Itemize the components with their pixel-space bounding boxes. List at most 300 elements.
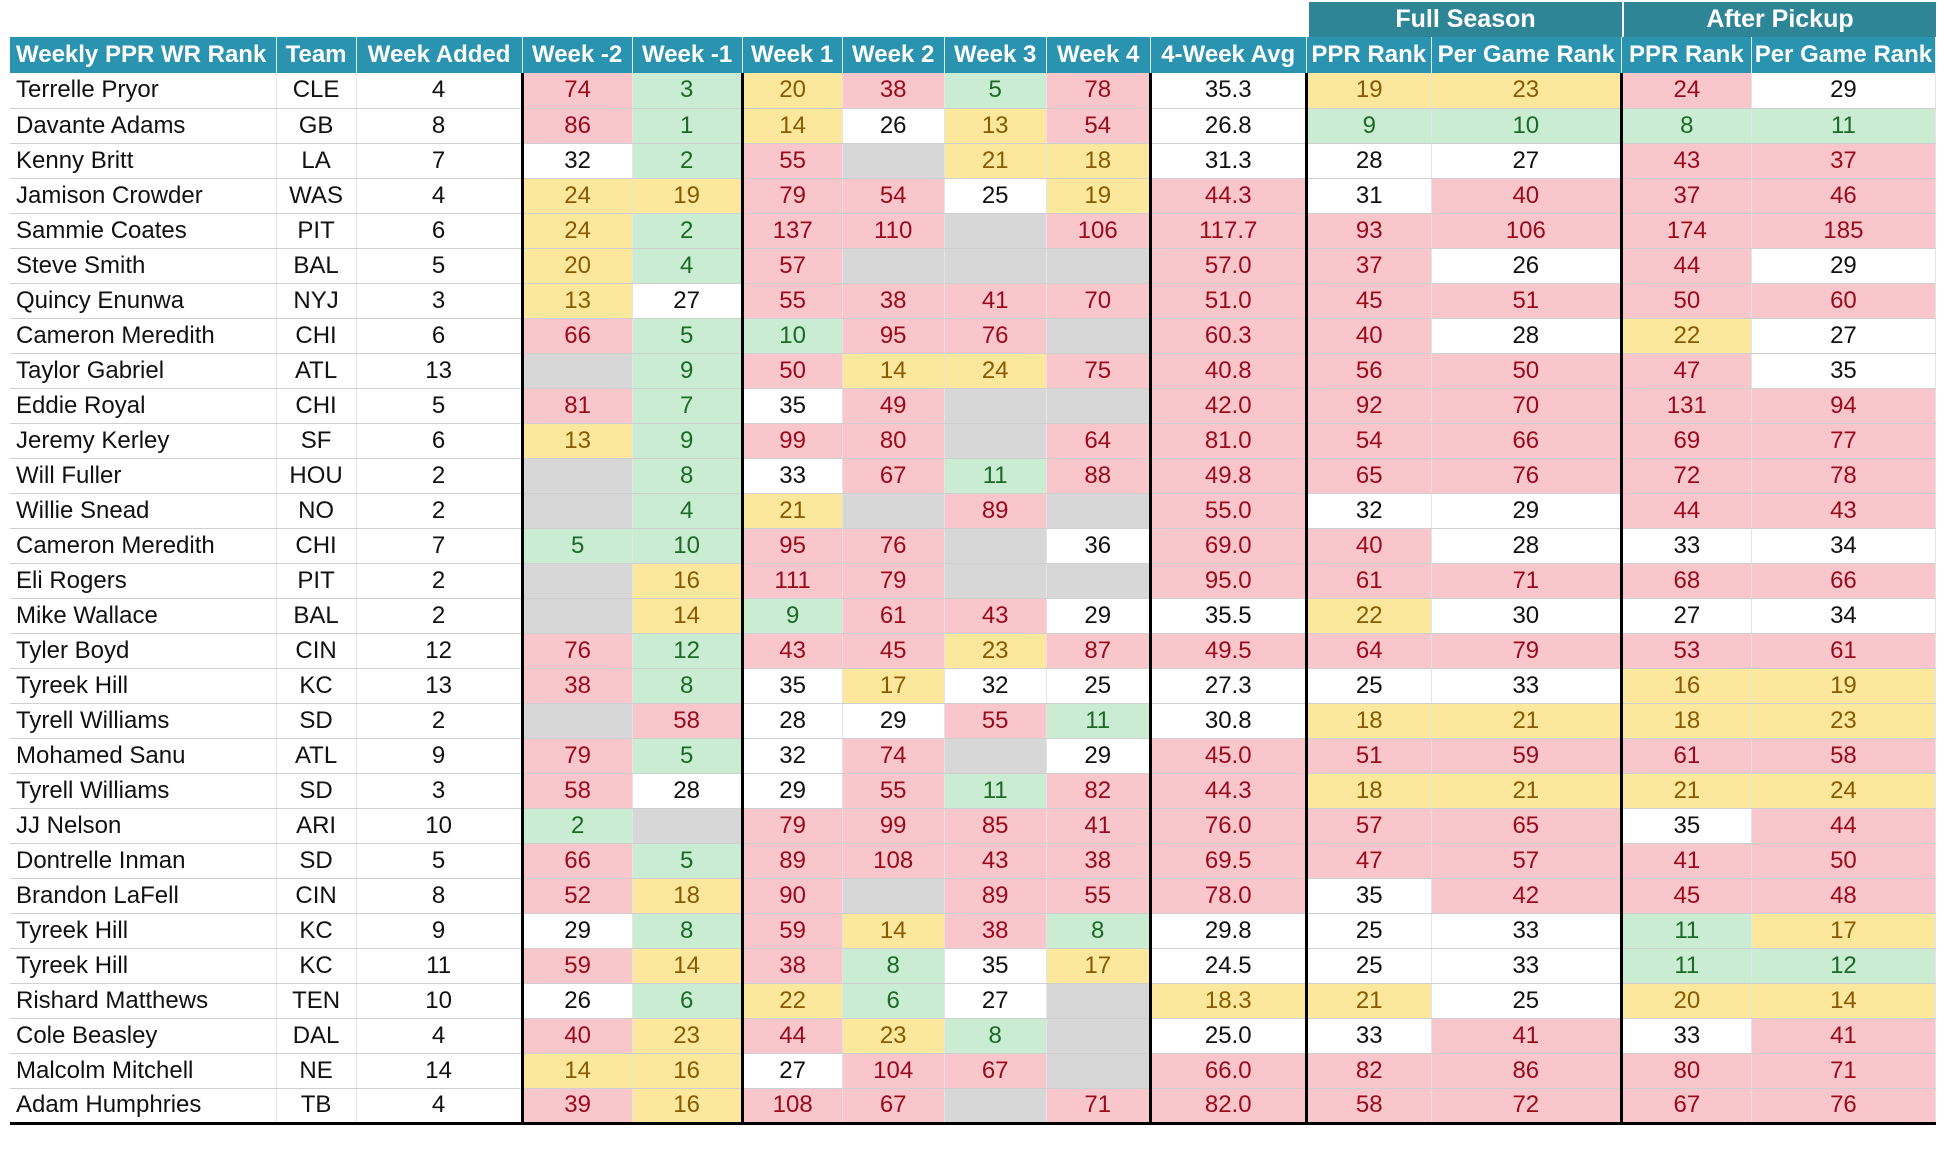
- rank-table: [10, 37, 1936, 1125]
- week-4-cell: 19: [1046, 178, 1150, 213]
- team-cell: CLE: [276, 73, 356, 108]
- group-header-row: [10, 2, 1936, 37]
- table-row: [10, 458, 1936, 493]
- week-3-cell: 67: [944, 1053, 1046, 1088]
- week-minus-2-cell: 66: [522, 843, 632, 878]
- team-cell: GB: [276, 108, 356, 143]
- week-minus-2-cell: 32: [522, 143, 632, 178]
- after-pickup-per-game-rank-cell: 50: [1751, 843, 1935, 878]
- player-name: Mike Wallace: [10, 598, 276, 633]
- player-name: Mohamed Sanu: [10, 738, 276, 773]
- column-header-row: [10, 37, 1936, 73]
- week-3-cell: 21: [944, 143, 1046, 178]
- after-pickup-per-game-rank-cell: 34: [1751, 528, 1935, 563]
- 4-week-avg-cell: 66.0: [1150, 1053, 1306, 1088]
- team-cell: NO: [276, 493, 356, 528]
- 4-week-avg-cell: 31.3: [1150, 143, 1306, 178]
- full-season-ppr-rank-cell: 33: [1306, 1018, 1431, 1053]
- week-added-cell: 6: [356, 423, 522, 458]
- team-cell: TEN: [276, 983, 356, 1018]
- week-minus-2-cell: 14: [522, 1053, 632, 1088]
- week-minus-2-cell: [522, 458, 632, 493]
- table-row: [10, 843, 1936, 878]
- week-minus-2-cell: 86: [522, 108, 632, 143]
- week-minus-2-cell: 74: [522, 73, 632, 108]
- table-row: [10, 948, 1936, 983]
- full-season-per-game-rank-cell: 29: [1431, 493, 1621, 528]
- week-added-cell: 3: [356, 283, 522, 318]
- header-full-season-ppr-rank: PPR Rank: [1306, 37, 1431, 73]
- full-season-ppr-rank-cell: 54: [1306, 423, 1431, 458]
- full-season-ppr-rank-cell: 28: [1306, 143, 1431, 178]
- after-pickup-per-game-rank-cell: 48: [1751, 878, 1935, 913]
- team-cell: WAS: [276, 178, 356, 213]
- week-1-cell: 59: [742, 913, 842, 948]
- week-1-cell: 79: [742, 808, 842, 843]
- week-minus-1-cell: 9: [632, 353, 742, 388]
- week-3-cell: [944, 563, 1046, 598]
- week-3-cell: 43: [944, 598, 1046, 633]
- week-4-cell: [1046, 493, 1150, 528]
- after-pickup-ppr-rank-cell: 11: [1621, 948, 1751, 983]
- week-2-cell: [842, 878, 944, 913]
- week-4-cell: 36: [1046, 528, 1150, 563]
- week-4-cell: 11: [1046, 703, 1150, 738]
- week-added-cell: 2: [356, 493, 522, 528]
- week-minus-1-cell: 8: [632, 458, 742, 493]
- week-1-cell: 111: [742, 563, 842, 598]
- table-row: [10, 738, 1936, 773]
- after-pickup-per-game-rank-cell: 185: [1751, 213, 1935, 248]
- week-4-cell: [1046, 248, 1150, 283]
- after-pickup-per-game-rank-cell: 37: [1751, 143, 1935, 178]
- header-week-minus-2: Week -2: [522, 37, 632, 73]
- full-season-ppr-rank-cell: 45: [1306, 283, 1431, 318]
- week-2-cell: 23: [842, 1018, 944, 1053]
- after-pickup-per-game-rank-cell: 60: [1751, 283, 1935, 318]
- week-minus-1-cell: [632, 808, 742, 843]
- full-season-ppr-rank-cell: 25: [1306, 948, 1431, 983]
- week-1-cell: 10: [742, 318, 842, 353]
- week-1-cell: 22: [742, 983, 842, 1018]
- header-week-3: Week 3: [944, 37, 1046, 73]
- after-pickup-per-game-rank-cell: 35: [1751, 353, 1935, 388]
- week-2-cell: 80: [842, 423, 944, 458]
- week-4-cell: 64: [1046, 423, 1150, 458]
- full-season-ppr-rank-cell: 65: [1306, 458, 1431, 493]
- week-2-cell: 110: [842, 213, 944, 248]
- table-row: [10, 108, 1936, 143]
- week-4-cell: 106: [1046, 213, 1150, 248]
- team-cell: SF: [276, 423, 356, 458]
- full-season-ppr-rank-cell: 25: [1306, 668, 1431, 703]
- week-4-cell: 38: [1046, 843, 1150, 878]
- week-minus-2-cell: 2: [522, 808, 632, 843]
- week-1-cell: 33: [742, 458, 842, 493]
- week-added-cell: 14: [356, 1053, 522, 1088]
- player-name: Eli Rogers: [10, 563, 276, 598]
- table-row: [10, 248, 1936, 283]
- team-cell: SD: [276, 703, 356, 738]
- table-row: [10, 668, 1936, 703]
- week-added-cell: 2: [356, 458, 522, 493]
- after-pickup-per-game-rank-cell: 24: [1751, 773, 1935, 808]
- 4-week-avg-cell: 81.0: [1150, 423, 1306, 458]
- 4-week-avg-cell: 30.8: [1150, 703, 1306, 738]
- week-2-cell: 76: [842, 528, 944, 563]
- full-season-ppr-rank-cell: 35: [1306, 878, 1431, 913]
- week-minus-1-cell: 4: [632, 248, 742, 283]
- player-name: Brandon LaFell: [10, 878, 276, 913]
- player-name: Dontrelle Inman: [10, 843, 276, 878]
- week-minus-2-cell: 79: [522, 738, 632, 773]
- week-2-cell: 38: [842, 73, 944, 108]
- week-added-cell: 2: [356, 598, 522, 633]
- team-cell: PIT: [276, 213, 356, 248]
- after-pickup-per-game-rank-cell: 29: [1751, 73, 1935, 108]
- week-minus-1-cell: 16: [632, 1088, 742, 1123]
- after-pickup-per-game-rank-cell: 17: [1751, 913, 1935, 948]
- after-pickup-per-game-rank-cell: 41: [1751, 1018, 1935, 1053]
- after-pickup-ppr-rank-cell: 80: [1621, 1053, 1751, 1088]
- full-season-ppr-rank-cell: 22: [1306, 598, 1431, 633]
- table-row: [10, 213, 1936, 248]
- 4-week-avg-cell: 69.0: [1150, 528, 1306, 563]
- week-4-cell: 8: [1046, 913, 1150, 948]
- header-week-4: Week 4: [1046, 37, 1150, 73]
- week-1-cell: 20: [742, 73, 842, 108]
- week-added-cell: 9: [356, 913, 522, 948]
- team-cell: PIT: [276, 563, 356, 598]
- after-pickup-ppr-rank-cell: 8: [1621, 108, 1751, 143]
- week-4-cell: 75: [1046, 353, 1150, 388]
- header-after-pickup-per-game-rank: Per Game Rank: [1751, 37, 1935, 73]
- 4-week-avg-cell: 51.0: [1150, 283, 1306, 318]
- table-row: [10, 633, 1936, 668]
- week-minus-1-cell: 8: [632, 913, 742, 948]
- week-1-cell: 57: [742, 248, 842, 283]
- full-season-ppr-rank-cell: 21: [1306, 983, 1431, 1018]
- full-season-ppr-rank-cell: 56: [1306, 353, 1431, 388]
- week-3-cell: 8: [944, 1018, 1046, 1053]
- full-season-per-game-rank-cell: 21: [1431, 773, 1621, 808]
- week-1-cell: 108: [742, 1088, 842, 1123]
- week-added-cell: 10: [356, 983, 522, 1018]
- full-season-ppr-rank-cell: 18: [1306, 773, 1431, 808]
- after-pickup-ppr-rank-cell: 24: [1621, 73, 1751, 108]
- 4-week-avg-cell: 29.8: [1150, 913, 1306, 948]
- week-minus-1-cell: 19: [632, 178, 742, 213]
- full-season-per-game-rank-cell: 23: [1431, 73, 1621, 108]
- week-added-cell: 4: [356, 1018, 522, 1053]
- table-row: [10, 423, 1936, 458]
- week-3-cell: 89: [944, 878, 1046, 913]
- week-3-cell: 25: [944, 178, 1046, 213]
- full-season-per-game-rank-cell: 106: [1431, 213, 1621, 248]
- team-cell: SD: [276, 843, 356, 878]
- team-cell: ATL: [276, 353, 356, 388]
- table-row: [10, 493, 1936, 528]
- 4-week-avg-cell: 27.3: [1150, 668, 1306, 703]
- full-season-per-game-rank-cell: 26: [1431, 248, 1621, 283]
- week-3-cell: 76: [944, 318, 1046, 353]
- after-pickup-per-game-rank-cell: 43: [1751, 493, 1935, 528]
- week-1-cell: 55: [742, 283, 842, 318]
- player-name: Tyler Boyd: [10, 633, 276, 668]
- full-season-ppr-rank-cell: 40: [1306, 318, 1431, 353]
- after-pickup-per-game-rank-cell: 94: [1751, 388, 1935, 423]
- week-minus-1-cell: 2: [632, 143, 742, 178]
- after-pickup-per-game-rank-cell: 77: [1751, 423, 1935, 458]
- week-minus-2-cell: 76: [522, 633, 632, 668]
- week-4-cell: [1046, 1018, 1150, 1053]
- table-row: [10, 283, 1936, 318]
- full-season-per-game-rank-cell: 25: [1431, 983, 1621, 1018]
- week-3-cell: [944, 738, 1046, 773]
- team-cell: DAL: [276, 1018, 356, 1053]
- week-added-cell: 11: [356, 948, 522, 983]
- 4-week-avg-cell: 35.3: [1150, 73, 1306, 108]
- week-3-cell: 24: [944, 353, 1046, 388]
- player-name: Tyrell Williams: [10, 773, 276, 808]
- header-full-season-per-game-rank: Per Game Rank: [1431, 37, 1621, 73]
- team-cell: KC: [276, 948, 356, 983]
- full-season-ppr-rank-cell: 18: [1306, 703, 1431, 738]
- week-2-cell: 45: [842, 633, 944, 668]
- player-name: Will Fuller: [10, 458, 276, 493]
- week-2-cell: 26: [842, 108, 944, 143]
- full-season-ppr-rank-cell: 32: [1306, 493, 1431, 528]
- week-1-cell: 28: [742, 703, 842, 738]
- table-row: [10, 983, 1936, 1018]
- after-pickup-ppr-rank-cell: 18: [1621, 703, 1751, 738]
- week-added-cell: 12: [356, 633, 522, 668]
- after-pickup-ppr-rank-cell: 44: [1621, 248, 1751, 283]
- after-pickup-ppr-rank-cell: 33: [1621, 528, 1751, 563]
- week-1-cell: 95: [742, 528, 842, 563]
- player-name: Quincy Enunwa: [10, 283, 276, 318]
- player-name: Cameron Meredith: [10, 528, 276, 563]
- full-season-per-game-rank-cell: 59: [1431, 738, 1621, 773]
- player-name: Davante Adams: [10, 108, 276, 143]
- after-pickup-ppr-rank-cell: 16: [1621, 668, 1751, 703]
- full-season-per-game-rank-cell: 70: [1431, 388, 1621, 423]
- week-added-cell: 7: [356, 143, 522, 178]
- full-season-ppr-rank-cell: 92: [1306, 388, 1431, 423]
- player-name: Sammie Coates: [10, 213, 276, 248]
- week-1-cell: 35: [742, 668, 842, 703]
- week-2-cell: 108: [842, 843, 944, 878]
- full-season-ppr-rank-cell: 47: [1306, 843, 1431, 878]
- header-week-added: Week Added: [356, 37, 522, 73]
- week-4-cell: [1046, 1053, 1150, 1088]
- full-season-ppr-rank-cell: 93: [1306, 213, 1431, 248]
- full-season-ppr-rank-cell: 58: [1306, 1088, 1431, 1123]
- week-added-cell: 5: [356, 388, 522, 423]
- after-pickup-per-game-rank-cell: 27: [1751, 318, 1935, 353]
- after-pickup-per-game-rank-cell: 66: [1751, 563, 1935, 598]
- week-minus-1-cell: 16: [632, 1053, 742, 1088]
- after-pickup-ppr-rank-cell: 21: [1621, 773, 1751, 808]
- header-week-1: Week 1: [742, 37, 842, 73]
- week-4-cell: 87: [1046, 633, 1150, 668]
- week-3-cell: [944, 1088, 1046, 1123]
- week-minus-1-cell: 5: [632, 843, 742, 878]
- week-1-cell: 137: [742, 213, 842, 248]
- after-pickup-per-game-rank-cell: 19: [1751, 668, 1935, 703]
- week-minus-1-cell: 28: [632, 773, 742, 808]
- week-added-cell: 6: [356, 318, 522, 353]
- week-minus-2-cell: 39: [522, 1088, 632, 1123]
- 4-week-avg-cell: 117.7: [1150, 213, 1306, 248]
- full-season-ppr-rank-cell: 9: [1306, 108, 1431, 143]
- week-minus-2-cell: 26: [522, 983, 632, 1018]
- after-pickup-ppr-rank-cell: 50: [1621, 283, 1751, 318]
- week-1-cell: 38: [742, 948, 842, 983]
- week-2-cell: 79: [842, 563, 944, 598]
- week-3-cell: 11: [944, 458, 1046, 493]
- table-row: [10, 528, 1936, 563]
- player-name: Jamison Crowder: [10, 178, 276, 213]
- week-minus-1-cell: 10: [632, 528, 742, 563]
- week-minus-2-cell: [522, 703, 632, 738]
- week-added-cell: 7: [356, 528, 522, 563]
- player-name: Tyreek Hill: [10, 948, 276, 983]
- full-season-per-game-rank-cell: 10: [1431, 108, 1621, 143]
- full-season-per-game-rank-cell: 50: [1431, 353, 1621, 388]
- full-season-ppr-rank-cell: 25: [1306, 913, 1431, 948]
- full-season-per-game-rank-cell: 33: [1431, 948, 1621, 983]
- week-2-cell: 38: [842, 283, 944, 318]
- week-minus-2-cell: 13: [522, 283, 632, 318]
- week-minus-2-cell: 40: [522, 1018, 632, 1053]
- team-cell: NYJ: [276, 283, 356, 318]
- week-added-cell: 4: [356, 73, 522, 108]
- week-2-cell: 14: [842, 353, 944, 388]
- week-1-cell: 21: [742, 493, 842, 528]
- week-3-cell: [944, 213, 1046, 248]
- week-2-cell: 61: [842, 598, 944, 633]
- full-season-ppr-rank-cell: 51: [1306, 738, 1431, 773]
- after-pickup-ppr-rank-cell: 45: [1621, 878, 1751, 913]
- 4-week-avg-cell: 42.0: [1150, 388, 1306, 423]
- header-week-minus-1: Week -1: [632, 37, 742, 73]
- week-minus-2-cell: 52: [522, 878, 632, 913]
- full-season-per-game-rank-cell: 33: [1431, 913, 1621, 948]
- after-pickup-ppr-rank-cell: 72: [1621, 458, 1751, 493]
- week-minus-1-cell: 27: [632, 283, 742, 318]
- full-season-ppr-rank-cell: 57: [1306, 808, 1431, 843]
- week-2-cell: 99: [842, 808, 944, 843]
- after-pickup-ppr-rank-cell: 41: [1621, 843, 1751, 878]
- week-added-cell: 8: [356, 878, 522, 913]
- after-pickup-ppr-rank-cell: 37: [1621, 178, 1751, 213]
- table-row: [10, 73, 1936, 108]
- week-4-cell: 29: [1046, 598, 1150, 633]
- player-name: Cole Beasley: [10, 1018, 276, 1053]
- full-season-per-game-rank-cell: 51: [1431, 283, 1621, 318]
- 4-week-avg-cell: 60.3: [1150, 318, 1306, 353]
- week-1-cell: 50: [742, 353, 842, 388]
- 4-week-avg-cell: 25.0: [1150, 1018, 1306, 1053]
- after-pickup-ppr-rank-cell: 43: [1621, 143, 1751, 178]
- after-pickup-ppr-rank-cell: 44: [1621, 493, 1751, 528]
- table-row: [10, 178, 1936, 213]
- week-added-cell: 13: [356, 668, 522, 703]
- full-season-per-game-rank-cell: 72: [1431, 1088, 1621, 1123]
- week-3-cell: 41: [944, 283, 1046, 318]
- table-row: [10, 1053, 1936, 1088]
- player-name: Terrelle Pryor: [10, 73, 276, 108]
- after-pickup-per-game-rank-cell: 71: [1751, 1053, 1935, 1088]
- week-minus-1-cell: 14: [632, 948, 742, 983]
- team-cell: CIN: [276, 878, 356, 913]
- full-season-ppr-rank-cell: 61: [1306, 563, 1431, 598]
- week-minus-1-cell: 58: [632, 703, 742, 738]
- 4-week-avg-cell: 18.3: [1150, 983, 1306, 1018]
- week-minus-2-cell: [522, 598, 632, 633]
- after-pickup-ppr-rank-cell: 67: [1621, 1088, 1751, 1123]
- full-season-per-game-rank-cell: 33: [1431, 668, 1621, 703]
- 4-week-avg-cell: 78.0: [1150, 878, 1306, 913]
- header-4-week-avg: 4-Week Avg: [1150, 37, 1306, 73]
- after-pickup-ppr-rank-cell: 131: [1621, 388, 1751, 423]
- player-name: Rishard Matthews: [10, 983, 276, 1018]
- week-minus-1-cell: 4: [632, 493, 742, 528]
- after-pickup-per-game-rank-cell: 61: [1751, 633, 1935, 668]
- week-minus-1-cell: 5: [632, 318, 742, 353]
- week-added-cell: 2: [356, 563, 522, 598]
- after-pickup-ppr-rank-cell: 53: [1621, 633, 1751, 668]
- full-season-per-game-rank-cell: 27: [1431, 143, 1621, 178]
- 4-week-avg-cell: 69.5: [1150, 843, 1306, 878]
- week-minus-1-cell: 6: [632, 983, 742, 1018]
- 4-week-avg-cell: 49.8: [1150, 458, 1306, 493]
- week-3-cell: [944, 388, 1046, 423]
- week-2-cell: 8: [842, 948, 944, 983]
- week-3-cell: [944, 528, 1046, 563]
- full-season-ppr-rank-cell: 31: [1306, 178, 1431, 213]
- after-pickup-per-game-rank-cell: 46: [1751, 178, 1935, 213]
- week-4-cell: [1046, 388, 1150, 423]
- week-added-cell: 5: [356, 248, 522, 283]
- full-season-per-game-rank-cell: 30: [1431, 598, 1621, 633]
- after-pickup-per-game-rank-cell: 58: [1751, 738, 1935, 773]
- full-season-per-game-rank-cell: 71: [1431, 563, 1621, 598]
- 4-week-avg-cell: 44.3: [1150, 773, 1306, 808]
- table-row: [10, 563, 1936, 598]
- week-3-cell: 5: [944, 73, 1046, 108]
- week-3-cell: 85: [944, 808, 1046, 843]
- player-name: Tyreek Hill: [10, 668, 276, 703]
- after-pickup-per-game-rank-cell: 23: [1751, 703, 1935, 738]
- full-season-ppr-rank-cell: 64: [1306, 633, 1431, 668]
- player-name: Malcolm Mitchell: [10, 1053, 276, 1088]
- week-minus-1-cell: 1: [632, 108, 742, 143]
- week-2-cell: [842, 493, 944, 528]
- week-minus-2-cell: [522, 493, 632, 528]
- week-minus-1-cell: 5: [632, 738, 742, 773]
- player-name: Willie Snead: [10, 493, 276, 528]
- after-pickup-per-game-rank-cell: 44: [1751, 808, 1935, 843]
- week-minus-1-cell: 16: [632, 563, 742, 598]
- week-4-cell: [1046, 318, 1150, 353]
- week-1-cell: 43: [742, 633, 842, 668]
- week-added-cell: 13: [356, 353, 522, 388]
- week-4-cell: 29: [1046, 738, 1150, 773]
- after-pickup-ppr-rank-cell: 61: [1621, 738, 1751, 773]
- table-row: [10, 353, 1936, 388]
